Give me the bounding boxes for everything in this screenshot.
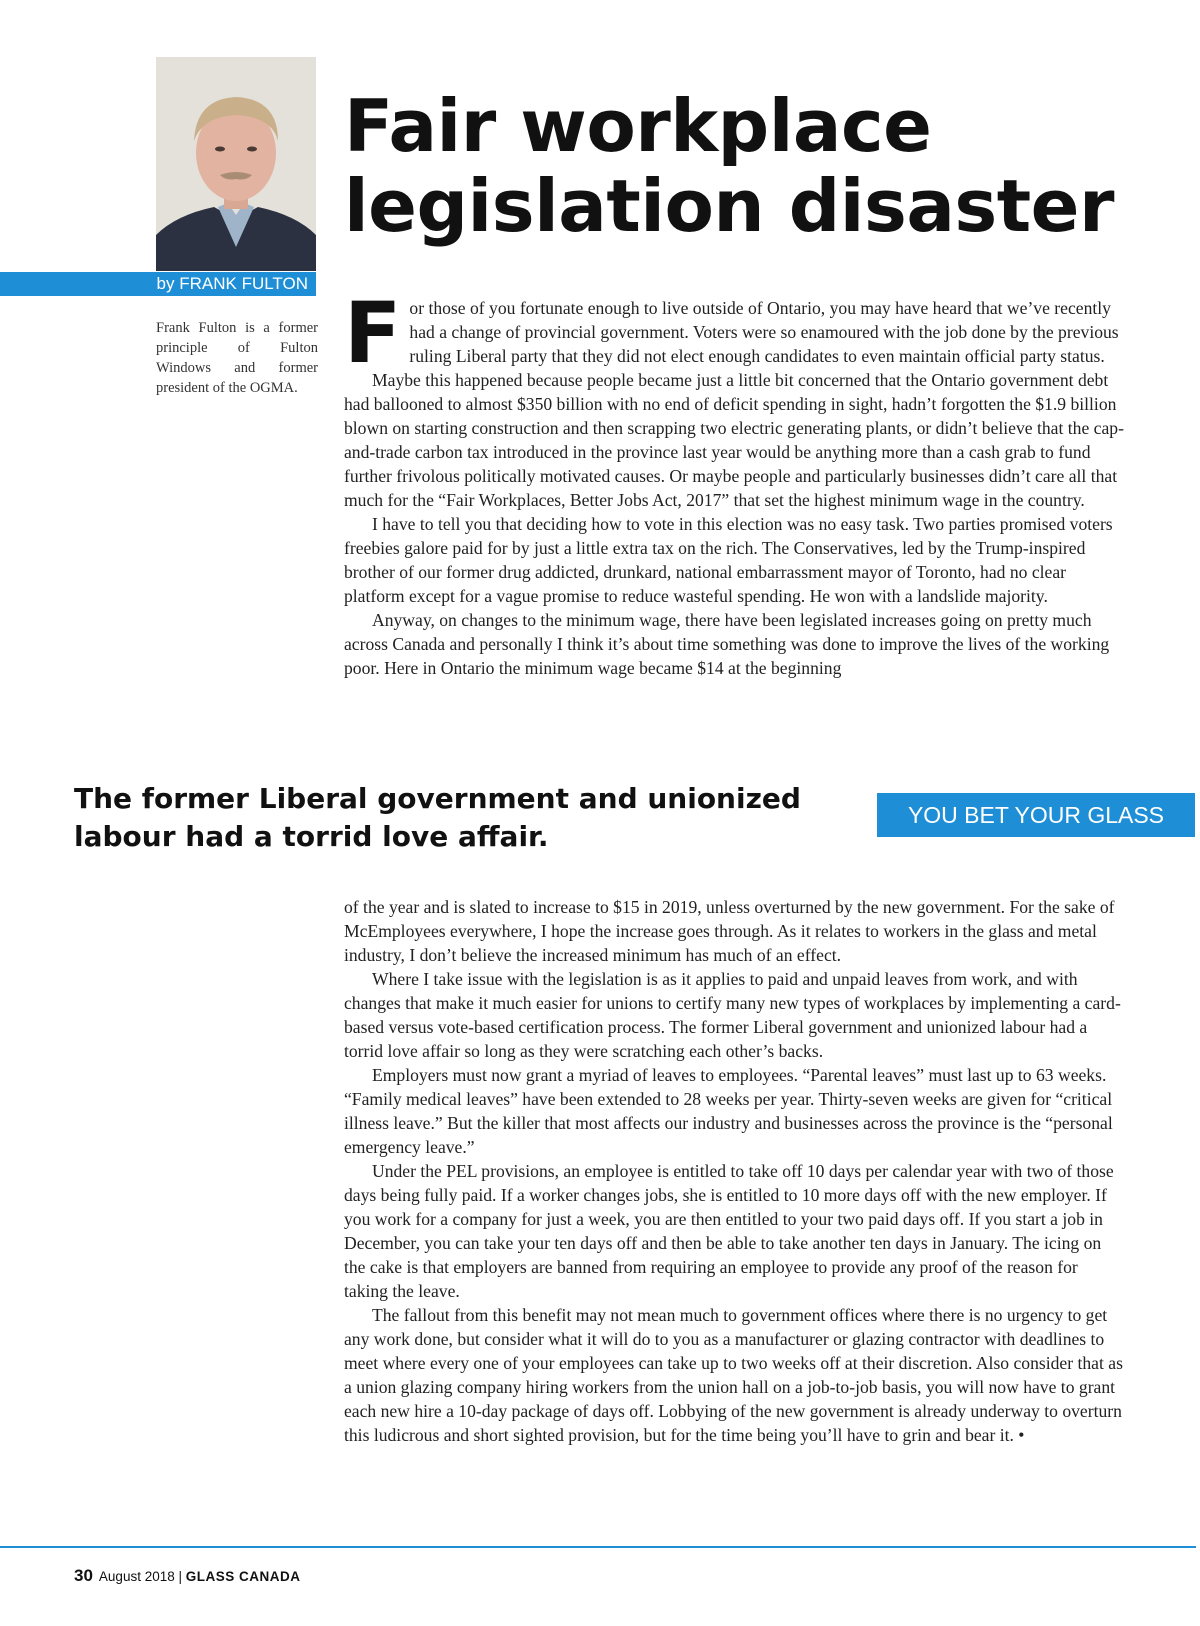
paragraph-6: Where I take issue with the legislation is as it applies to paid and unpaid leaves from work, and with changes that make it much easier for unions to certify many new types of workplaces by implementing a card-based versus vote-based certification process. The former Liberal government and unionized labour had a torrid love affair so long as they were scratching each other’s backs. — [344, 969, 1121, 1061]
page-footer — [74, 1566, 301, 1586]
page-number: 30 — [74, 1566, 93, 1585]
paragraph-9: The fallout from this benefit may not mean much to government offices where there is no urgency to get any work done, but consider what it will do to you as a manufacturer or glazing contractor with deadlines to meet where every one of your employees can take up to two weeks off at their discretion. Also consider that as a union glazing company hiring workers from the union hall on a job-to-job basis, you will now have to grant each new hire a 10-day package of days off. Lobbying of the new government is already underway to overturn this ludicrous and short sighted provision, but for the time being you’ll have to grin and bear it. • — [344, 1305, 1123, 1445]
byline-bar — [0, 272, 316, 296]
paragraph-1 — [344, 284, 1124, 382]
issue-date: August 2018 | — [98, 1569, 182, 1584]
author-bio: Frank Fulton is a former principle of Fulton Windows and former president of the OGMA. — [156, 320, 318, 396]
article-body-top — [344, 284, 1124, 680]
paragraph-3: I have to tell you that deciding how to vote in this election was no easy task. Two parties promised voters freebies galore paid for by just a little extra tax on the rich. The Conservatives, led by the Trump-inspired brother of our former drug addicted, drunkard, national embarrassment mayor of Toronto, had no clear platform except for a vague promise to reduce wasteful spending. He won with a landslide majority. — [344, 514, 1113, 606]
article-title: Fair workplace legislation disaster — [344, 84, 1115, 248]
paragraph-8: Under the PEL provisions, an employee is entitled to take off 10 days per calendar year with two of those days being fully paid. If a worker changes jobs, she is entitled to 10 more days off with the new employer. If you work for a company for just a week, you are then entitled to your two paid days off. If you start a job in December, you can take your ten days off and then be able to take another ten days in January. The icing on the cake is that employers are banned from requiring an employee to provide any proof of the reason for taking the leave. — [344, 1161, 1114, 1301]
byline: by FRANK FULTON — [156, 274, 308, 293]
author-photo — [156, 57, 316, 271]
section-tag: YOU BET YOUR GLASS — [877, 793, 1195, 837]
paragraph-4: Anyway, on changes to the minimum wage, there have been legislated increases going on pretty much across Canada and personally I think it’s about time something was done to improve the lives of the working poor. Here in Ontario the minimum wage became $14 at the beginning — [344, 610, 1110, 678]
magazine-name: GLASS CANADA — [185, 1569, 301, 1584]
drop-cap: F — [344, 284, 402, 382]
pull-quote: The former Liberal government and unionized labour had a torrid love affair. — [74, 782, 801, 853]
paragraph-5: of the year and is slated to increase to $15 in 2019, unless overturned by the new government. For the sake of McEmployees everywhere, I hope the increase goes through. As it relates to workers in the glass and metal industry, I don’t believe the increased minimum has much of an effect. — [344, 897, 1115, 965]
paragraph-2: Maybe this happened because people became just a little bit concerned that the Ontario government debt had ballooned to almost $350 billion with no end of deficit spending in sight, hadn’t forgotten the $1.9 billion blown on starting construction and then scrapping two electric generating plants, or didn’t believe that the cap-and-trade carbon tax introduced in the province last year would be anything more than a cash grab to fund further frivolous politically motivated causes. Or maybe people and particularly businesses didn’t care all that much for the “Fair Workplaces, Better Jobs Act, 2017” that set the highest minimum wage in the country. — [344, 370, 1124, 510]
footer-rule — [0, 1546, 1196, 1548]
author-portrait-illustration — [156, 57, 316, 271]
paragraph-7: Employers must now grant a myriad of leaves to employees. “Parental leaves” must last up to 63 weeks. “Family medical leaves” have been extended to 28 weeks per year. Thirty-seven weeks are given for “critical illness leave.” But the killer that most affects our industry and businesses across the province is the “personal emergency leave.” — [344, 1065, 1113, 1157]
article-body-bottom — [344, 895, 1124, 1447]
paragraph-1-text: or those of you fortunate enough to live outside of Ontario, you may have heard that we’ve recently had a change of provincial government. Voters were so enamoured with the job done by the previous ruling Liberal party that they did not elect enough candidates to even maintain official party status. — [409, 298, 1119, 366]
